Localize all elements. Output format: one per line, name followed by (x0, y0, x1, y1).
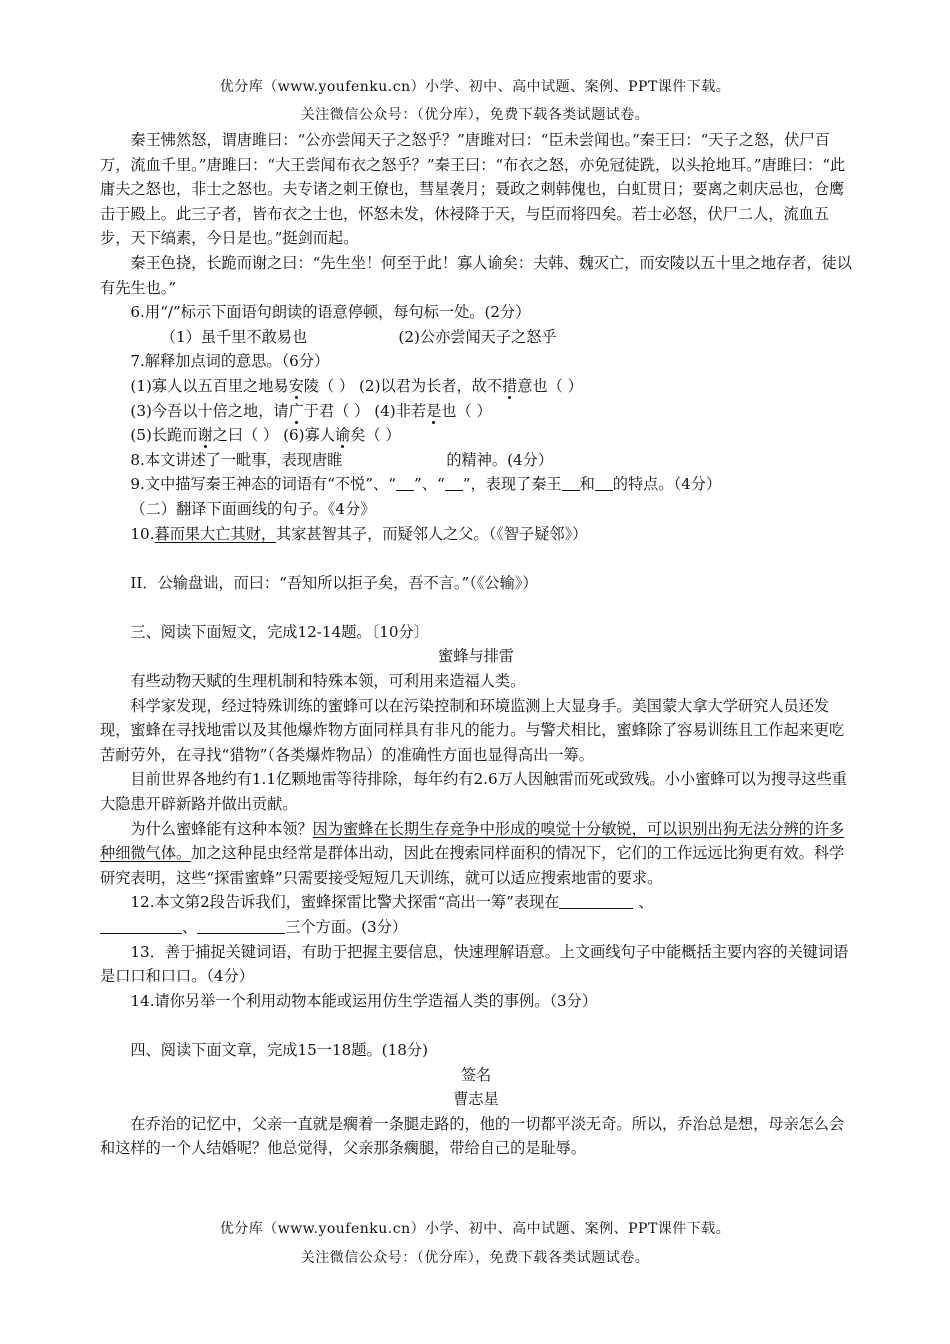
passage1-para1: 秦王怫然怒，谓唐雎曰：“公亦尝闻天子之怒乎？”唐雎对曰：“臣未尝闻也。”秦王曰：“天子之怒，伏尸百万，流血千里。”唐雎曰：“大王尝闻布衣之怒乎？”秦王曰：“布衣之怒，亦免冠徒跣，以头抢地耳。”唐雎曰：“此庸夫之怒也，非士之怒也。夫专诸之刺王僚也，彗星袭月；聂政之刺韩傀也，白虹贯日；要离之刺庆忌也，仓鹰击于殿上。此三子者，皆布衣之士也，怀怒未发，休祲降于天，与臣而将四矣。若士必怒，伏尸二人，流血五步，天下缟素，今日是也。”挺剑而起。 (100, 131, 846, 248)
section3-title: 三、阅读下面短文，完成12-14题。〔10分〕 (130, 622, 429, 641)
q8-text: 8.本文讲述了一毗事，表现唐睢 (130, 450, 343, 469)
q7-row-3 (100, 423, 852, 448)
q7-item6-dotted-char: 谕 (334, 426, 351, 445)
q7-item1-text: (1)寡人以五百里之地易 (130, 376, 289, 395)
header-line-1: 优分库（www.youfenku.cn）小学、初中、高中试题、案例、PPT课件下载。 (219, 79, 731, 95)
q7-item4-blank: 也（ ） (441, 401, 492, 420)
section3-para3: 目前世界各地约有1.1亿颗地雷等待排除，每年约有2.6万人因触雷而死或致残。小小蜜蜂可以为搜寻这些重大隐患开辟新路并做出贡献。 (100, 770, 847, 814)
q12-separator-1: 、 (633, 893, 654, 912)
q12-blank-2 (100, 917, 182, 934)
q10 (100, 522, 852, 547)
header-line-2: 关注微信公众号：（优分库），免费下载各类试题试卷。 (300, 107, 650, 123)
q9-text-3: ”，表现了秦王 (462, 475, 562, 494)
para4-rest: 加之这种昆虫经常是群体出动，因此在搜索同样面积的情况下，它们的工作远远比狗更有效。科学研究表明，这些“探雷蜜蜂”只需要接受短短几天训练，就可以适应搜索地雷的要求。 (100, 844, 845, 887)
q10-rest: 其家甚智其子，而疑邻人之父。（《智子疑邻》） (276, 524, 588, 543)
footer-line-2: 关注微信公众号：（优分库），免费下载各类试题试卷。 (300, 1250, 650, 1266)
q10-underlined-sentence: 暮而果大亡其财， (154, 524, 277, 543)
q14: 14.请你另举一个利用动物本能或运用仿生学造福人类的事例。（3分） (130, 991, 598, 1010)
q6-stem: 6.用“/”标示下面语句朗读的语意停顿，每句标一处。(2分） (130, 303, 531, 322)
q7-row-1 (100, 374, 852, 399)
q7-row-2 (100, 399, 852, 424)
q7-item4-text: (4)非若 (374, 401, 427, 420)
q9-blank-4 (595, 474, 613, 491)
q7-item2-text: (2)以君为长者，故不 (359, 376, 503, 395)
q7-item1-dotted-char: 安 (288, 376, 304, 395)
q7-item1-blank: 陵（ ） (303, 376, 355, 395)
section4-author: 曹志星 (453, 1090, 499, 1109)
q12-text: 12.本文第2段告诉我们，蜜蜂探雷比警犬探雷“高出一筹”表现在 (130, 893, 560, 912)
q7-item3-blank: 于君（ ） (303, 401, 370, 420)
q7-item6-blank: 矣（ ） (350, 426, 401, 445)
q7-item4-dotted-char: 是 (426, 401, 442, 420)
passage1-para2: 秦王色挠，长跪而谢之曰：“先生坐！何至于此！寡人谕矣：夫韩、魏灭亡，而安陵以五十里之地存者，徒以有先生也。” (100, 253, 852, 297)
q7-item6-text: (6)寡人 (283, 426, 335, 445)
q7-item2-blank: 意也（ ） (517, 376, 583, 395)
q9-text-4: 和 (579, 475, 595, 494)
q9-blank-3 (562, 474, 580, 491)
section4-para1: 在乔治的记忆中，父亲一直就是瘸着一条腿走路的，他的一切都平淡无奇。所以，乔治总是想，母亲怎么会和这样的一个人结婚呢？他总觉得，父亲那条瘸腿，带给自己的是耻辱。 (100, 1114, 845, 1158)
q7-item3-text: (3)今吾以十倍之地，请 (130, 401, 289, 420)
q7-item3-dotted-char: 广 (288, 401, 304, 420)
q7-item5-text: (5)长跪而 (130, 426, 198, 445)
q7-item2-dotted-char: 措 (502, 376, 518, 395)
section3-para4 (100, 817, 852, 891)
document-body (100, 128, 852, 1161)
q11: II．公输盘诎，而曰：“吾知所以拒子矣，吾不言。”（《公输》） (130, 573, 538, 592)
section4-article-title: 签名 (460, 1065, 492, 1084)
q9-text-5: 的特点。（4分） (612, 475, 722, 494)
para4-question: 为什么蜜蜂能有这种本领？ (130, 819, 313, 838)
section4-title: 四、阅读下面文章，完成15一18题。(18分) (130, 1040, 429, 1059)
q12-blank-3 (197, 917, 285, 934)
section3-para2: 科学家发现，经过特殊训练的蜜蜂可以在污染控制和环境监测上大显身手。美国蒙大拿大学研究人员还发现，蜜蜂在寻找地雷以及其他爆炸物方面同样具有非凡的能力。与警犬相比，蜜蜂除了容易训练且工作起来更吃苦耐劳外，在寻找“猎物”（各类爆炸物品）的准确性方面也显得高出一筹。 (100, 696, 845, 764)
q8 (100, 448, 852, 473)
section2-title: （二）翻译下面画线的句子。《4分》 (130, 499, 376, 518)
q7-stem: 7.解释加点词的意思。（6分） (130, 352, 330, 371)
q6-items (100, 325, 852, 350)
q9-blank-2 (445, 474, 463, 491)
q9-text-2: ”、“ (414, 475, 445, 494)
para4-underlined-sentence: 因为蜜蜂在长期生存竞争中形成的嗅觉十分敏锐，可以识别出狗无法分辨的许多种细微气体。 (100, 819, 845, 863)
q12-separator-2: 、 (182, 918, 198, 936)
q12-points: 三个方面。(3分） (285, 918, 408, 936)
q6-item-a: （1）虽千里不敢易也 (160, 327, 308, 346)
section3-article-title: 蜜蜂与排雷 (438, 647, 514, 666)
q8-points: 的精神。(4分） (446, 450, 554, 469)
q12 (100, 890, 852, 939)
q9-blank-1 (396, 474, 414, 491)
q9 (100, 472, 852, 497)
q10-number: 10. (130, 524, 155, 543)
q13: 13．善于捕捉关键词语，有助于把握主要信息，快速理解语意。上文画线句子中能概括主要内容的关键词语是口口和口口。（4分） (100, 942, 849, 986)
section3-para1: 有些动物天赋的生理机制和特殊本领，可利用来造福人类。 (130, 672, 526, 691)
q7-item5-blank: 之曰（ ） (212, 426, 279, 445)
footer-line-1: 优分库（www.youfenku.cn）小学、初中、高中试题、案例、PPT课件下载。 (219, 1221, 731, 1237)
q12-blank-1 (559, 892, 633, 909)
q9-text-1: 9.文中描写秦王神态的词语有“不悦”、“ (130, 475, 396, 494)
q7-item5-dotted-char: 谢 (197, 426, 213, 445)
q6-item-b: (2)公亦尝闻天子之怒乎 (398, 327, 557, 346)
